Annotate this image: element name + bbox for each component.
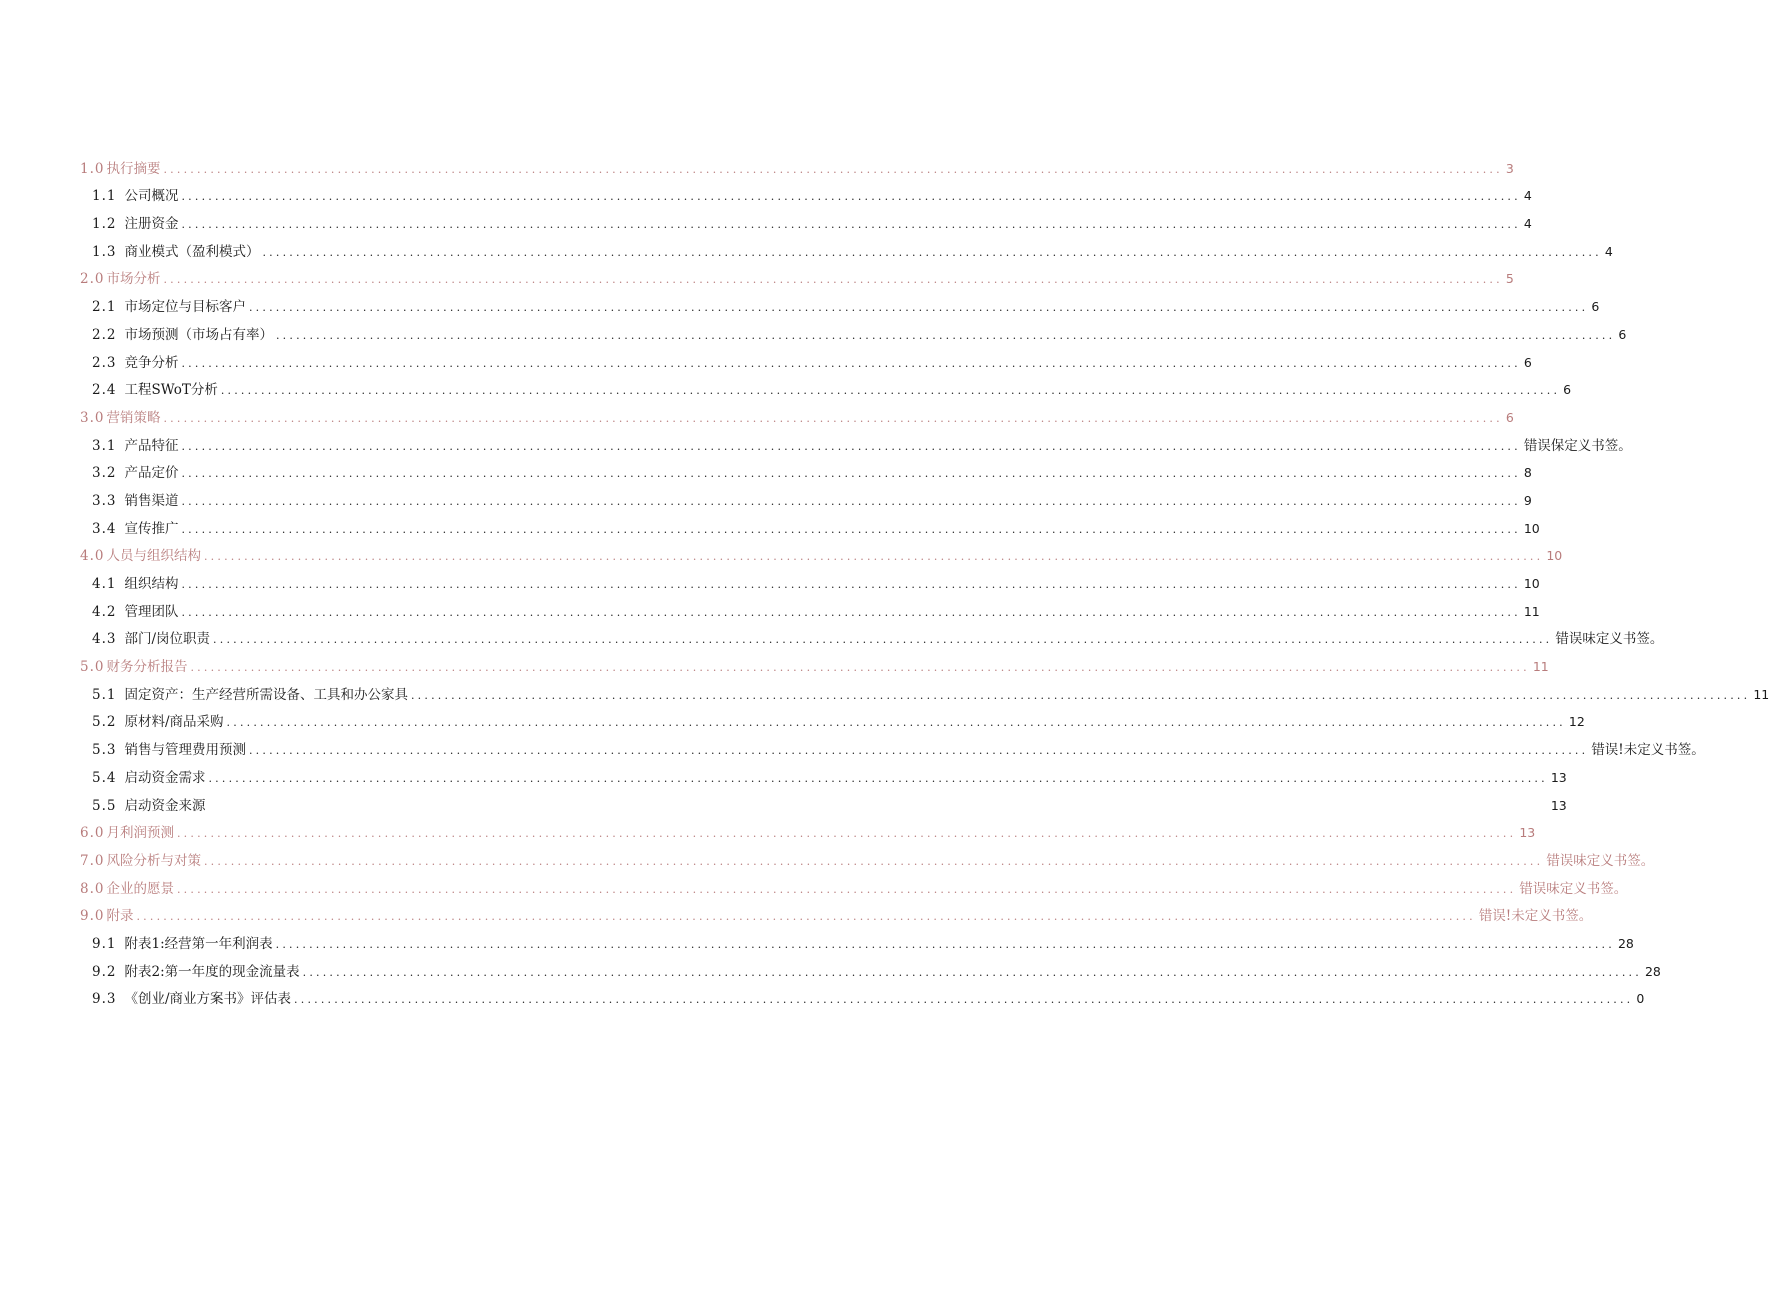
dot-leader: ........................................................................................................................................................................................................ [163,273,1503,287]
toc-entry[interactable] [80,427,1632,455]
toc-entry-page: 13 [1550,797,1567,813]
toc-entry-title: 企业的愿景 [106,880,174,897]
toc-entry-page: 0 [1636,991,1645,1007]
toc-entry-label [80,907,133,925]
toc-entry-title: 执行摘要 [106,160,161,177]
toc-entry-number: 2.1 [92,299,117,316]
toc-entry-label [80,880,174,898]
toc-entry-label [92,686,408,704]
toc-entry-page: 6 [1505,409,1514,425]
toc-entry-title: 商业模式（盈利模式） [124,243,260,260]
toc-entry-title: 风险分析与对策 [106,852,201,869]
dot-leader: ........................................................................................................................................................................................................ [163,162,1503,176]
toc-entry-label [80,658,187,676]
dot-leader: ........................................................................................................................................................................................................ [181,605,1521,619]
toc-entry[interactable] [80,399,1514,427]
toc-entry[interactable] [80,316,1627,344]
toc-entry[interactable] [80,842,1655,870]
toc-entry-number: 9.3 [92,991,117,1008]
toc-entry-page: 11 [1753,686,1769,702]
dot-leader: ........................................................................................................................................................................................................ [203,550,1544,564]
toc-entry-title: 市场定位与目标客户 [124,299,246,316]
toc-entry-number: 5.5 [92,797,117,814]
toc-entry-label [92,326,273,344]
toc-entry[interactable] [80,455,1532,483]
dot-leader: ........................................................................................................................................................................................................ [226,716,1566,730]
toc-entry-title: 公司概况 [124,188,179,205]
toc-entry-page: 28 [1644,963,1661,979]
toc-entry-title: 宣传推广 [124,520,179,537]
toc-entry-title: 市场预测（市场占有率） [124,326,273,343]
toc-entry[interactable] [80,565,1540,593]
dot-leader: ........................................................................................................................................................................................................ [181,190,1521,204]
dot-leader: ........................................................................................................................................................................................................ [213,633,1553,647]
toc-entry-label [92,575,178,593]
toc-entry-number: 3.4 [92,520,117,537]
toc-entry-label [92,990,291,1008]
toc-entry-title: 固定资产：生产经营所需设备、工具和办公家具 [124,686,408,703]
toc-entry-number: 3.0 [80,409,105,426]
toc-entry-label [92,298,246,316]
toc-entry-number: 7.0 [80,852,105,869]
toc-entry-page: 11 [1523,603,1540,619]
toc-entry-page: 4 [1523,188,1532,204]
toc-entry-label [92,437,178,455]
toc-entry-page: 错误!未定义书签。 [1478,908,1593,925]
toc-entry[interactable] [80,205,1532,233]
dot-leader: ........................................................................................................................................................................................................ [181,218,1521,232]
toc-entry[interactable] [80,870,1628,898]
toc-entry-label [92,603,178,621]
dot-leader: ........................................................................................................................................................................................................ [410,688,1751,702]
dot-leader: ........................................................................................................................................................................................................ [136,910,1476,924]
toc-entry-title: 部门/岗位职责 [124,631,211,648]
toc-entry-label [80,409,160,427]
toc-entry-number: 5.1 [92,686,117,703]
toc-entry-title: 营销策略 [106,409,161,426]
toc-entry[interactable] [80,344,1532,372]
toc-entry-label [92,215,178,233]
toc-entry[interactable] [80,704,1585,732]
toc-entry-number: 5.4 [92,769,117,786]
toc-entry-title: 启动资金需求 [124,769,206,786]
toc-entry-number: 2.3 [92,354,117,371]
toc-entry-title: 销售渠道 [124,492,179,509]
toc-entry-page: 错误味定义书签。 [1519,880,1628,897]
toc-entry-label [92,492,178,510]
toc-entry-page: 3 [1505,160,1514,176]
dot-leader: ........................................................................................................................................................................................................ [181,494,1521,508]
toc-entry[interactable] [80,178,1532,206]
toc-entry[interactable] [80,510,1540,538]
toc-entry-title: 市场分析 [106,271,161,288]
toc-entry[interactable] [80,731,1705,759]
toc-entry-label [80,852,201,870]
dot-leader: ........................................................................................................................................................................................................ [220,384,1561,398]
toc-entry[interactable] [80,787,1567,815]
dot-leader: ........................................................................................................................................................................................................ [176,827,1517,841]
toc-entry-label [80,160,160,178]
dot-leader: ........................................................................................................................................................................................................ [181,522,1521,536]
toc-entry-label [92,769,205,787]
toc-entry[interactable] [80,759,1567,787]
toc-entry-title: 管理团队 [124,603,179,620]
toc-entry-label [92,520,178,538]
toc-entry-label [92,243,259,261]
dot-leader: ........................................................................................................................................................................................................ [181,578,1521,591]
toc-entry-number: 3.2 [92,465,117,482]
toc-entry-label [92,797,205,815]
toc-entry[interactable] [80,288,1600,316]
toc-entry-number: 9.0 [80,908,105,925]
toc-entry-page: 12 [1568,714,1585,730]
toc-entry-label [92,464,178,482]
toc-entry-page: 6 [1618,326,1627,342]
toc-entry-number: 2.0 [80,271,105,288]
toc-entry-number: 4.3 [92,631,117,648]
toc-entry-number: 2.2 [92,326,117,343]
dot-leader: ........................................................................................................................................................................................................ [248,301,1589,315]
toc-entry-title: 附表1:经营第一年利润表 [124,935,273,952]
toc-entry[interactable] [80,981,1645,1009]
toc-entry-title: 产品定价 [124,465,179,482]
dot-leader: ........................................................................................................................................................................................................ [181,467,1521,481]
toc-entry-label [80,824,174,842]
toc-entry-page: 6 [1523,354,1532,370]
toc-entry[interactable] [80,233,1613,261]
toc-entry-page: 错误保定义书签。 [1523,437,1632,454]
toc-entry[interactable] [80,925,1634,953]
toc-entry-title: 月利润预测 [106,825,174,842]
toc-entry-title: 附录 [106,908,134,925]
toc-entry-title: 产品特征 [124,437,179,454]
toc-entry-page: 10 [1523,576,1540,591]
toc-entry-page: 8 [1523,465,1532,481]
toc-entry-page: 9 [1523,492,1532,508]
toc-entry[interactable] [80,593,1540,621]
dot-leader: ........................................................................................................................................................................................................ [163,411,1503,425]
toc-entry-page: 28 [1617,935,1634,951]
toc-entry-number: 4.2 [92,603,117,620]
dot-leader: ........................................................................................................................................................................................................ [203,854,1544,868]
toc-entry-title: 人员与组织结构 [106,548,201,565]
toc-entry-title: 财务分析报告 [106,659,188,676]
toc-entry-number: 5.3 [92,742,117,759]
toc-entry-number: 2.4 [92,382,117,399]
toc-entry-title: 启动资金来源 [124,797,206,814]
toc-entry-number: 9.1 [92,935,117,952]
toc-entry-number: 1.1 [92,188,117,205]
toc-entry-title: 附表2:第一年度的现金流量表 [124,963,300,980]
toc-entry-label [92,354,178,372]
toc-entry-number: 3.3 [92,492,117,509]
toc-entry-label [80,270,160,288]
toc-entry[interactable] [80,372,1572,400]
toc-entry-page: 13 [1550,769,1567,785]
dot-leader: ........................................................................................................................................................................................................ [176,882,1517,896]
toc-entry-label [92,963,300,981]
toc-entry-label [92,741,246,759]
toc-entry-number: 1.3 [92,243,117,260]
toc-entry-page: 6 [1591,299,1600,315]
toc-entry-number: 3.1 [92,437,117,454]
dot-leader: ........................................................................................................................................................................................................ [262,245,1602,259]
toc-entry[interactable] [80,538,1563,566]
dot-leader: ........................................................................................................................................................................................................ [248,744,1589,758]
dot-leader: ........................................................................................................................................................................................................ [181,439,1521,453]
toc-entry-page: 4 [1604,243,1613,259]
dot-leader: ........................................................................................................................................................................................................ [181,356,1521,370]
dot-leader: ........................................................................................................................................................................................................ [190,661,1530,675]
toc-entry-page: 4 [1523,216,1532,232]
toc-entry-label [92,187,178,205]
toc-entry[interactable] [80,621,1664,649]
toc-entry-page: 5 [1505,271,1514,287]
toc-entry-label [92,630,210,648]
toc-entry-page: 13 [1519,825,1536,841]
toc-entry-label [92,381,218,399]
toc-entry-page: 错误味定义书签。 [1555,631,1664,648]
toc-entry-title: 组织结构 [124,576,179,592]
toc-entry-number: 5.0 [80,659,105,676]
toc-entry[interactable] [80,815,1536,843]
toc-entry-number: 1.2 [92,216,117,233]
dot-leader: ........................................................................................................................................................................................................ [294,993,1634,1007]
toc-entry-label [92,713,224,731]
toc-entry-page: 错误!未定义书签。 [1591,742,1705,759]
dot-leader: ........................................................................................................................................................................................................ [275,937,1615,951]
toc-entry[interactable] [80,676,1769,704]
toc-entry-label [80,547,201,565]
toc-entry[interactable] [80,261,1514,289]
toc-entry-page: 6 [1563,382,1572,398]
toc-entry-page: 10 [1523,520,1540,536]
toc-entry[interactable] [80,150,1514,178]
toc-entry-title: 工程SWoT分析 [124,382,218,399]
toc-entry[interactable] [80,648,1549,676]
toc-entry-number: 5.2 [92,714,117,731]
table-of-contents [80,150,1769,1008]
toc-entry-title: 《创业/商业方案书》评估表 [124,991,292,1008]
toc-entry-page: 11 [1532,659,1549,675]
toc-entry-title: 销售与管理费用预测 [124,742,246,759]
dot-leader: ........................................................................................................................................................................................................ [208,771,1548,785]
toc-entry-number: 4.1 [92,576,117,592]
dot-leader: ........................................................................................................................................................................................................ [302,965,1642,979]
toc-entry-number: 1.0 [80,160,105,177]
toc-entry-page: 10 [1546,548,1563,564]
toc-entry-label [92,935,273,953]
toc-entry-title: 原材料/商品采购 [124,714,224,731]
toc-entry-title: 注册资金 [124,216,179,233]
toc-entry-number: 9.2 [92,963,117,980]
toc-entry-page: 错误味定义书签。 [1546,852,1655,869]
toc-entry-number: 8.0 [80,880,105,897]
toc-entry-number: 4.0 [80,548,105,565]
toc-entry[interactable] [80,898,1593,926]
toc-entry[interactable] [80,482,1532,510]
toc-entry[interactable] [80,953,1661,981]
toc-entry-title: 竞争分析 [124,354,179,371]
dot-leader: ........................................................................................................................................................................................................ [275,328,1616,342]
toc-entry-number: 6.0 [80,825,105,842]
